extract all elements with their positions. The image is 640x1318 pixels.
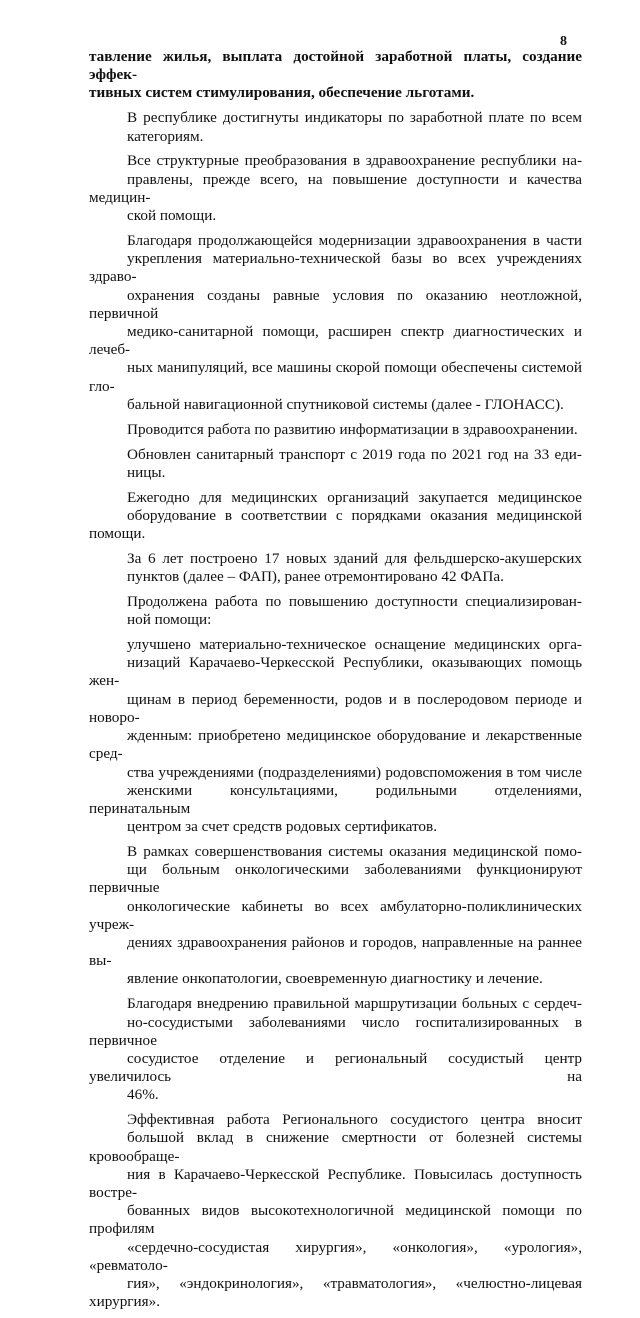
paragraph — [89, 843, 582, 989]
text-line: бальной навигационной спутниковой системы (далее - ГЛОНАСС). — [127, 395, 564, 413]
paragraph — [89, 550, 582, 586]
text-line: низаций Карачаево-Черкесской Республики, оказывающих помощь жен- — [89, 654, 582, 690]
text-line: В рамках совершенствования системы оказания медицинской помо- — [127, 843, 582, 860]
text-line: щинам в период беременности, родов и в послеродовом периоде и новоро- — [89, 690, 582, 726]
text-line: медико-санитарной помощи, расширен спектр диагностических и лечеб- — [89, 322, 582, 359]
paragraph — [89, 489, 582, 544]
text-line: ных манипуляций, все машины скорой помощи обеспечены системой гло- — [89, 359, 582, 395]
text-line: пунктов (далее – ФАП), ранее отремонтировано 42 ФАПа. — [127, 568, 504, 586]
text-line: категориям. — [127, 127, 204, 145]
text-line: Обновлен санитарный транспорт с 2019 года по 2021 год на 33 еди- — [127, 445, 582, 463]
text-line: ницы. — [127, 463, 166, 481]
paragraph — [89, 995, 582, 1104]
text-line: В республике достигнуты индикаторы по заработной плате по всем — [127, 109, 582, 127]
text-line: правлены, прежде всего, на повышение доступности и качества медицин- — [89, 170, 582, 206]
text-line: укрепления материально-технической базы во всех учреждениях здраво- — [89, 250, 582, 286]
paragraph — [89, 636, 582, 836]
paragraph — [89, 48, 582, 103]
text-line: Благодаря продолжающейся модернизации здравоохранения в части — [127, 231, 582, 249]
document-body — [89, 48, 582, 1318]
text-line: улучшено материально-техническое оснащение медицинских орга- — [127, 636, 582, 654]
paragraph — [89, 446, 582, 482]
text-line: Проводится работа по развитию информатизации в здравоохранении. — [127, 420, 578, 438]
text-line: Продолжена работа по повышению доступности специализирован- — [127, 592, 582, 610]
text-line: но-сосудистыми заболеваниями число госпитализированных в первичное — [89, 1013, 582, 1049]
paragraph — [89, 593, 582, 629]
text-line: гия», «эндокринология», «травматология», «челюстно-лицевая хирургия». — [89, 1275, 582, 1311]
text-line: За 6 лет построено 17 новых зданий для фельдшерско-акушерских — [127, 549, 582, 567]
text-line: щи больным онкологическими заболеваниями функционируют первичные — [89, 861, 582, 897]
text-line: онкологические кабинеты во всех амбулаторно-поликлинических учреж- — [89, 897, 582, 933]
paragraph — [89, 152, 582, 225]
text-line: ной помощи: — [127, 611, 212, 629]
text-line: жденным: приобретено медицинское оборудование и лекарственные сред- — [89, 727, 582, 763]
text-line: «сердечно-сосудистая хирургия», «онкология», «урология», «ревматоло- — [89, 1238, 582, 1274]
paragraph — [89, 421, 582, 439]
paragraph — [89, 232, 582, 414]
text-line: ской помощи. — [127, 207, 217, 224]
text-line: Благодаря внедрению правильной маршрутизации больных с сердеч- — [127, 995, 582, 1013]
paragraph — [89, 1111, 582, 1311]
text-line: женскими консультациями, родильными отделениями, перинатальным — [89, 781, 582, 817]
text-line: Все структурные преобразования в здравоохранение республики на- — [127, 152, 582, 170]
text-line: оборудование в соответствии с порядками оказания медицинской помощи. — [89, 506, 582, 542]
text-line: Эффективная работа Регионального сосудистого центра вносит — [127, 1111, 582, 1129]
text-line: ства учреждениями (подразделениями) родовспоможения в том числе — [127, 763, 582, 781]
text-line: центром за счет средств родовых сертификатов. — [127, 818, 437, 836]
text-line: тивных систем стимулирования, обеспечение льготами. — [89, 84, 475, 102]
page-number: 8 — [560, 34, 567, 49]
text-line: явление онкопатологии, своевременную диагностику и лечение. — [127, 970, 543, 988]
text-line: сосудистое отделение и региональный сосудистый центр увеличилось на — [89, 1049, 582, 1086]
paragraph — [89, 109, 582, 145]
text-line: дениях здравоохранения районов и городов, направленные на раннее вы- — [89, 934, 582, 970]
text-line: ния в Карачаево-Черкесской Республике. Повысилась доступность востре- — [89, 1165, 582, 1202]
text-line: 46%. — [127, 1086, 159, 1104]
text-line: бованных видов высокотехнологичной медицинской помощи по профилям — [89, 1202, 582, 1238]
text-line: Ежегодно для медицинских организаций закупается медицинское — [127, 488, 582, 506]
text-line: тавление жилья, выплата достойной заработной платы, создание эффек- — [89, 48, 582, 84]
text-line: охранения созданы равные условия по оказанию неотложной, первичной — [89, 286, 582, 322]
text-line: большой вклад в снижение смертности от болезней системы кровообраще- — [89, 1129, 582, 1165]
